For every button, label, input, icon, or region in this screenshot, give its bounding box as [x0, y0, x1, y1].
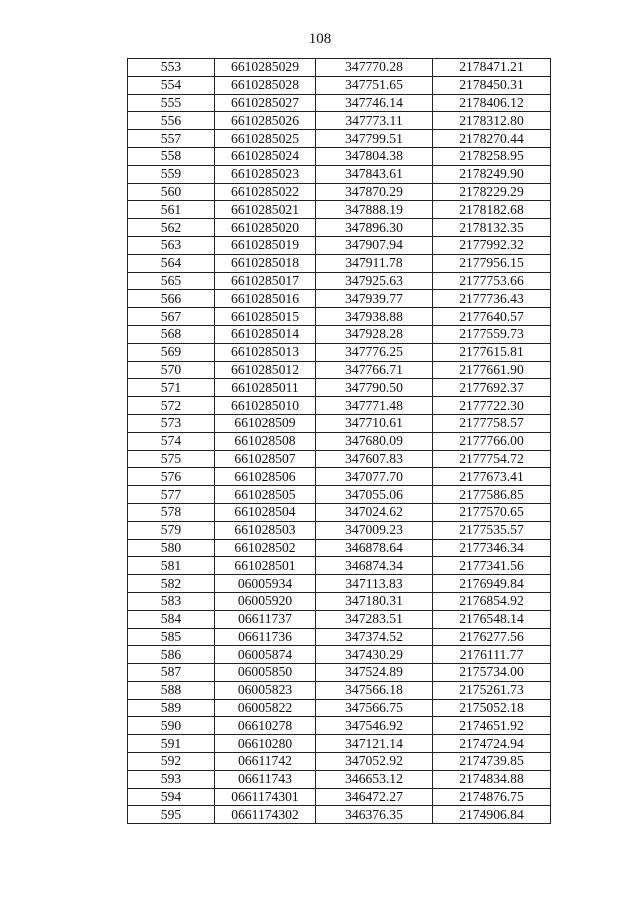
x-coordinate-cell: 347766.71 — [316, 361, 433, 379]
point-id-cell: 06610280 — [215, 735, 316, 753]
x-coordinate-cell: 347052.92 — [316, 753, 433, 771]
y-coordinate-cell: 2178132.35 — [433, 219, 551, 237]
x-coordinate-cell: 347024.62 — [316, 503, 433, 521]
coordinates-table — [127, 58, 551, 824]
point-number-cell: 568 — [128, 325, 215, 343]
table-row — [128, 717, 551, 735]
point-number-cell: 594 — [128, 788, 215, 806]
point-id-cell: 6610285027 — [215, 94, 316, 112]
point-number-cell: 557 — [128, 130, 215, 148]
point-id-cell: 06611737 — [215, 610, 316, 628]
point-id-cell: 6610285015 — [215, 308, 316, 326]
point-id-cell: 6610285014 — [215, 325, 316, 343]
y-coordinate-cell: 2175052.18 — [433, 699, 551, 717]
x-coordinate-cell: 346878.64 — [316, 539, 433, 557]
point-number-cell: 577 — [128, 486, 215, 504]
y-coordinate-cell: 2177754.72 — [433, 450, 551, 468]
y-coordinate-cell: 2177753.66 — [433, 272, 551, 290]
table-body — [128, 59, 551, 824]
x-coordinate-cell: 347746.14 — [316, 94, 433, 112]
x-coordinate-cell: 347430.29 — [316, 646, 433, 664]
x-coordinate-cell: 347925.63 — [316, 272, 433, 290]
y-coordinate-cell: 2177559.73 — [433, 325, 551, 343]
x-coordinate-cell: 347283.51 — [316, 610, 433, 628]
point-number-cell: 595 — [128, 806, 215, 824]
x-coordinate-cell: 347546.92 — [316, 717, 433, 735]
y-coordinate-cell: 2178406.12 — [433, 94, 551, 112]
table-row — [128, 397, 551, 415]
y-coordinate-cell: 2177758.57 — [433, 414, 551, 432]
y-coordinate-cell: 2178270.44 — [433, 130, 551, 148]
table-row — [128, 361, 551, 379]
point-number-cell: 586 — [128, 646, 215, 664]
x-coordinate-cell: 347566.18 — [316, 681, 433, 699]
x-coordinate-cell: 347680.09 — [316, 432, 433, 450]
point-number-cell: 580 — [128, 539, 215, 557]
y-coordinate-cell: 2177615.81 — [433, 343, 551, 361]
table-row — [128, 201, 551, 219]
x-coordinate-cell: 347374.52 — [316, 628, 433, 646]
y-coordinate-cell: 2177766.00 — [433, 432, 551, 450]
point-id-cell: 6610285025 — [215, 130, 316, 148]
point-number-cell: 585 — [128, 628, 215, 646]
x-coordinate-cell: 347928.28 — [316, 325, 433, 343]
table-row — [128, 575, 551, 593]
y-coordinate-cell: 2176277.56 — [433, 628, 551, 646]
point-number-cell: 584 — [128, 610, 215, 628]
table-row — [128, 806, 551, 824]
x-coordinate-cell: 346874.34 — [316, 557, 433, 575]
y-coordinate-cell: 2174834.88 — [433, 770, 551, 788]
point-id-cell: 661028503 — [215, 521, 316, 539]
point-number-cell: 581 — [128, 557, 215, 575]
x-coordinate-cell: 347524.89 — [316, 664, 433, 682]
y-coordinate-cell: 2175261.73 — [433, 681, 551, 699]
point-number-cell: 566 — [128, 290, 215, 308]
x-coordinate-cell: 347771.48 — [316, 397, 433, 415]
table-row — [128, 432, 551, 450]
x-coordinate-cell: 347888.19 — [316, 201, 433, 219]
table-row — [128, 272, 551, 290]
x-coordinate-cell: 347607.83 — [316, 450, 433, 468]
point-number-cell: 575 — [128, 450, 215, 468]
point-id-cell: 661028509 — [215, 414, 316, 432]
point-number-cell: 574 — [128, 432, 215, 450]
point-id-cell: 6610285022 — [215, 183, 316, 201]
y-coordinate-cell: 2178312.80 — [433, 112, 551, 130]
x-coordinate-cell: 347870.29 — [316, 183, 433, 201]
y-coordinate-cell: 2177346.34 — [433, 539, 551, 557]
table-row — [128, 699, 551, 717]
table-row — [128, 325, 551, 343]
point-number-cell: 563 — [128, 236, 215, 254]
y-coordinate-cell: 2177722.30 — [433, 397, 551, 415]
point-id-cell: 661028504 — [215, 503, 316, 521]
table-row — [128, 539, 551, 557]
table-row — [128, 94, 551, 112]
table-row — [128, 592, 551, 610]
point-id-cell: 661028506 — [215, 468, 316, 486]
x-coordinate-cell: 347710.61 — [316, 414, 433, 432]
x-coordinate-cell: 346376.35 — [316, 806, 433, 824]
point-id-cell: 6610285017 — [215, 272, 316, 290]
table-row — [128, 147, 551, 165]
table-row — [128, 628, 551, 646]
point-number-cell: 588 — [128, 681, 215, 699]
table-row — [128, 521, 551, 539]
table-row — [128, 165, 551, 183]
x-coordinate-cell: 347776.25 — [316, 343, 433, 361]
point-id-cell: 06611736 — [215, 628, 316, 646]
point-number-cell: 576 — [128, 468, 215, 486]
point-id-cell: 661028507 — [215, 450, 316, 468]
y-coordinate-cell: 2177661.90 — [433, 361, 551, 379]
table-row — [128, 236, 551, 254]
point-number-cell: 569 — [128, 343, 215, 361]
point-number-cell: 589 — [128, 699, 215, 717]
point-id-cell: 06611743 — [215, 770, 316, 788]
point-id-cell: 661028501 — [215, 557, 316, 575]
table-row — [128, 735, 551, 753]
y-coordinate-cell: 2174724.94 — [433, 735, 551, 753]
table-row — [128, 468, 551, 486]
table-row — [128, 450, 551, 468]
table-row — [128, 753, 551, 771]
point-id-cell: 06005823 — [215, 681, 316, 699]
point-number-cell: 593 — [128, 770, 215, 788]
point-id-cell: 6610285012 — [215, 361, 316, 379]
y-coordinate-cell: 2177570.65 — [433, 503, 551, 521]
table-row — [128, 112, 551, 130]
point-number-cell: 587 — [128, 664, 215, 682]
point-number-cell: 553 — [128, 59, 215, 77]
y-coordinate-cell: 2177692.37 — [433, 379, 551, 397]
table-row — [128, 770, 551, 788]
y-coordinate-cell: 2177586.85 — [433, 486, 551, 504]
point-number-cell: 565 — [128, 272, 215, 290]
y-coordinate-cell: 2174876.75 — [433, 788, 551, 806]
x-coordinate-cell: 346653.12 — [316, 770, 433, 788]
y-coordinate-cell: 2177535.57 — [433, 521, 551, 539]
x-coordinate-cell: 347938.88 — [316, 308, 433, 326]
x-coordinate-cell: 347770.28 — [316, 59, 433, 77]
point-id-cell: 661028505 — [215, 486, 316, 504]
point-number-cell: 571 — [128, 379, 215, 397]
point-number-cell: 583 — [128, 592, 215, 610]
y-coordinate-cell: 2177640.57 — [433, 308, 551, 326]
point-number-cell: 590 — [128, 717, 215, 735]
x-coordinate-cell: 347180.31 — [316, 592, 433, 610]
x-coordinate-cell: 347799.51 — [316, 130, 433, 148]
point-number-cell: 592 — [128, 753, 215, 771]
point-id-cell: 661028502 — [215, 539, 316, 557]
x-coordinate-cell: 347055.06 — [316, 486, 433, 504]
point-id-cell: 661028508 — [215, 432, 316, 450]
point-number-cell: 558 — [128, 147, 215, 165]
point-id-cell: 06005920 — [215, 592, 316, 610]
point-id-cell: 06611742 — [215, 753, 316, 771]
y-coordinate-cell: 2175734.00 — [433, 664, 551, 682]
table-row — [128, 254, 551, 272]
x-coordinate-cell: 347113.83 — [316, 575, 433, 593]
point-id-cell: 06005874 — [215, 646, 316, 664]
table-row — [128, 219, 551, 237]
y-coordinate-cell: 2176548.14 — [433, 610, 551, 628]
table-row — [128, 610, 551, 628]
point-id-cell: 6610285011 — [215, 379, 316, 397]
point-number-cell: 556 — [128, 112, 215, 130]
point-number-cell: 567 — [128, 308, 215, 326]
point-id-cell: 6610285018 — [215, 254, 316, 272]
point-number-cell: 572 — [128, 397, 215, 415]
y-coordinate-cell: 2177341.56 — [433, 557, 551, 575]
point-number-cell: 582 — [128, 575, 215, 593]
y-coordinate-cell: 2178229.29 — [433, 183, 551, 201]
y-coordinate-cell: 2174739.85 — [433, 753, 551, 771]
table-row — [128, 788, 551, 806]
point-id-cell: 06005822 — [215, 699, 316, 717]
y-coordinate-cell: 2178249.90 — [433, 165, 551, 183]
point-number-cell: 578 — [128, 503, 215, 521]
x-coordinate-cell: 347939.77 — [316, 290, 433, 308]
table-row — [128, 76, 551, 94]
point-id-cell: 06005934 — [215, 575, 316, 593]
x-coordinate-cell: 347896.30 — [316, 219, 433, 237]
point-id-cell: 6610285028 — [215, 76, 316, 94]
page-number: 108 — [308, 31, 332, 47]
point-id-cell: 0661174301 — [215, 788, 316, 806]
y-coordinate-cell: 2176949.84 — [433, 575, 551, 593]
point-id-cell: 6610285023 — [215, 165, 316, 183]
table-row — [128, 646, 551, 664]
x-coordinate-cell: 347843.61 — [316, 165, 433, 183]
table-row — [128, 557, 551, 575]
table-row — [128, 130, 551, 148]
point-number-cell: 573 — [128, 414, 215, 432]
x-coordinate-cell: 347566.75 — [316, 699, 433, 717]
y-coordinate-cell: 2174651.92 — [433, 717, 551, 735]
y-coordinate-cell: 2178471.21 — [433, 59, 551, 77]
point-number-cell: 591 — [128, 735, 215, 753]
point-id-cell: 0661174302 — [215, 806, 316, 824]
y-coordinate-cell: 2176111.77 — [433, 646, 551, 664]
x-coordinate-cell: 347077.70 — [316, 468, 433, 486]
table-row — [128, 183, 551, 201]
table-row — [128, 664, 551, 682]
table-row — [128, 343, 551, 361]
y-coordinate-cell: 2177673.41 — [433, 468, 551, 486]
y-coordinate-cell: 2177992.32 — [433, 236, 551, 254]
x-coordinate-cell: 347751.65 — [316, 76, 433, 94]
point-number-cell: 564 — [128, 254, 215, 272]
x-coordinate-cell: 347009.23 — [316, 521, 433, 539]
y-coordinate-cell: 2178258.95 — [433, 147, 551, 165]
point-id-cell: 06005850 — [215, 664, 316, 682]
table-row — [128, 59, 551, 77]
table-row — [128, 308, 551, 326]
y-coordinate-cell: 2176854.92 — [433, 592, 551, 610]
point-id-cell: 6610285021 — [215, 201, 316, 219]
point-id-cell: 6610285026 — [215, 112, 316, 130]
table-row — [128, 379, 551, 397]
y-coordinate-cell: 2177736.43 — [433, 290, 551, 308]
y-coordinate-cell: 2177956.15 — [433, 254, 551, 272]
point-id-cell: 6610285020 — [215, 219, 316, 237]
table-row — [128, 414, 551, 432]
point-id-cell: 6610285010 — [215, 397, 316, 415]
point-id-cell: 06610278 — [215, 717, 316, 735]
x-coordinate-cell: 347121.14 — [316, 735, 433, 753]
x-coordinate-cell: 347804.38 — [316, 147, 433, 165]
point-number-cell: 560 — [128, 183, 215, 201]
point-number-cell: 554 — [128, 76, 215, 94]
x-coordinate-cell: 347911.78 — [316, 254, 433, 272]
point-id-cell: 6610285024 — [215, 147, 316, 165]
x-coordinate-cell: 347773.11 — [316, 112, 433, 130]
point-id-cell: 6610285029 — [215, 59, 316, 77]
point-number-cell: 579 — [128, 521, 215, 539]
point-id-cell: 6610285013 — [215, 343, 316, 361]
table-row — [128, 681, 551, 699]
point-number-cell: 570 — [128, 361, 215, 379]
table-row — [128, 290, 551, 308]
y-coordinate-cell: 2178182.68 — [433, 201, 551, 219]
table-row — [128, 486, 551, 504]
point-number-cell: 559 — [128, 165, 215, 183]
x-coordinate-cell: 347790.50 — [316, 379, 433, 397]
table-row — [128, 503, 551, 521]
x-coordinate-cell: 347907.94 — [316, 236, 433, 254]
x-coordinate-cell: 346472.27 — [316, 788, 433, 806]
y-coordinate-cell: 2174906.84 — [433, 806, 551, 824]
point-id-cell: 6610285016 — [215, 290, 316, 308]
point-number-cell: 555 — [128, 94, 215, 112]
point-id-cell: 6610285019 — [215, 236, 316, 254]
y-coordinate-cell: 2178450.31 — [433, 76, 551, 94]
point-number-cell: 561 — [128, 201, 215, 219]
point-number-cell: 562 — [128, 219, 215, 237]
